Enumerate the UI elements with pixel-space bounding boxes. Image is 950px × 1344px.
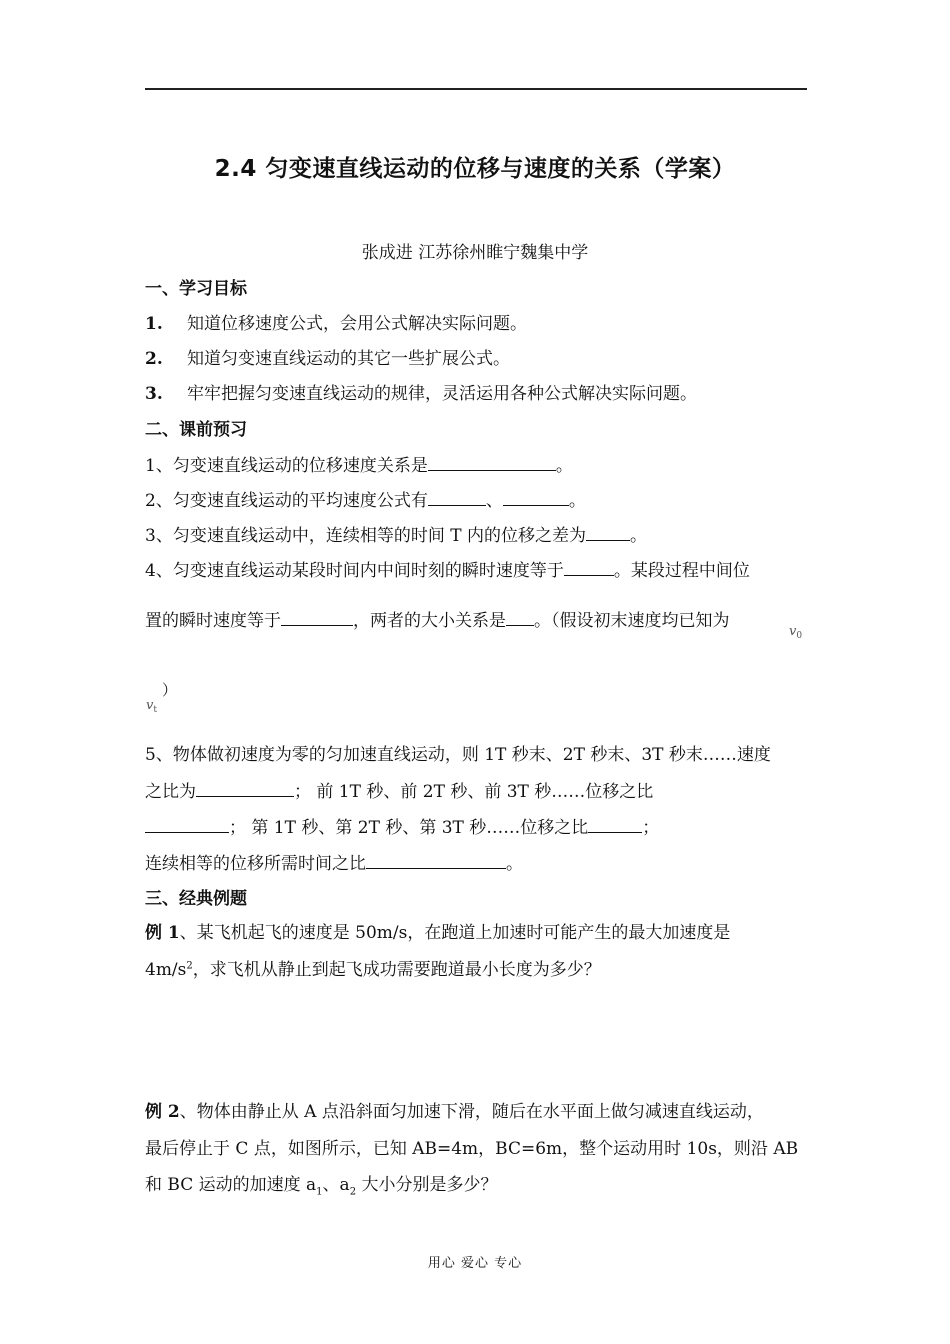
answer-blank[interactable]	[588, 816, 642, 833]
question-5-line-3	[145, 813, 659, 838]
answer-blank[interactable]	[281, 609, 353, 626]
question-text: 。	[629, 526, 647, 546]
v0-symbol: $v_0$	[789, 624, 803, 641]
closing-paren: ）	[162, 681, 178, 699]
question-text: 。	[568, 491, 586, 511]
answer-blank[interactable]	[196, 780, 294, 797]
example-2-line-2: 最后停止于 C 点，如图所示，已知 AB=4m，BC=6m，整个运动用时 10s，则沿 AB	[145, 1139, 799, 1159]
page-footer: 用心 爱心 专心	[427, 1256, 523, 1271]
question-text: 。（假设初末速度均已知为	[534, 611, 730, 631]
question-text: ；	[642, 818, 660, 838]
question-text: 连续相等的位移所需时间之比	[145, 854, 366, 874]
objective-item-3	[145, 379, 697, 404]
item-number: 2.	[145, 349, 163, 369]
example-label: 例 1	[145, 923, 180, 943]
question-text: ； 第 1T 秒、第 2T 秒、第 3T 秒……位移之比	[229, 818, 589, 838]
question-text: 、	[485, 491, 503, 511]
example-1-line-2: $4m/s^2$，求飞机从静止到起飞成功需要跑道最小长度为多少？	[145, 960, 601, 980]
question-text: ，两者的大小关系是	[353, 611, 506, 631]
question-4-line-1	[145, 556, 750, 581]
objective-item-1	[145, 309, 527, 334]
question-text: 2、匀变速直线运动的平均速度公式有	[145, 491, 428, 511]
item-number: 3.	[145, 384, 163, 404]
question-2	[145, 486, 586, 511]
question-text: 置的瞬时速度等于	[145, 611, 281, 631]
question-text: 1、匀变速直线运动的位移速度关系是	[145, 456, 428, 476]
question-text: ； 前 1T 秒、前 2T 秒、前 3T 秒……位移之比	[294, 782, 654, 802]
answer-blank[interactable]	[586, 524, 630, 541]
header-rule	[145, 88, 807, 90]
section-heading-preview: 二、课前预习	[145, 420, 247, 440]
item-text: 知道匀变速直线运动的其它一些扩展公式。	[187, 349, 510, 369]
item-text: 知道位移速度公式，会用公式解决实际问题。	[187, 314, 527, 334]
example-text: 、物体由静止从 A 点沿斜面匀加速下滑，随后在水平面上做匀减速直线运动，	[179, 1102, 764, 1122]
question-5-line-1: 5、物体做初速度为零的匀加速直线运动，则 1T 秒末、2T 秒末、3T 秒末……速度	[145, 745, 771, 765]
question-text: 。	[555, 456, 573, 476]
answer-blank[interactable]	[428, 489, 486, 506]
question-3	[145, 521, 647, 546]
answer-blank[interactable]	[428, 454, 556, 471]
section-heading-objectives: 一、学习目标	[145, 279, 247, 299]
example-2-line-1	[145, 1097, 764, 1122]
item-number: 1.	[145, 314, 163, 334]
question-text: 3、匀变速直线运动中，连续相等的时间 T 内的位移之差为	[145, 526, 586, 546]
question-4-line-2	[145, 606, 730, 631]
objective-item-2	[145, 344, 510, 369]
page-title: 2.4 匀变速直线运动的位移与速度的关系（学案）	[214, 156, 736, 182]
answer-blank[interactable]	[506, 609, 534, 626]
example-1-line-1	[145, 918, 730, 943]
example-text: 、某飞机起飞的速度是 50m/s，在跑道上加速时可能产生的最大加速度是	[179, 923, 731, 943]
example-label: 例 2	[145, 1102, 180, 1122]
answer-blank[interactable]	[564, 559, 614, 576]
answer-blank[interactable]	[503, 489, 569, 506]
question-5-line-2	[145, 777, 653, 802]
answer-blank[interactable]	[145, 816, 229, 833]
question-text: 之比为	[145, 782, 196, 802]
question-5-line-4	[145, 849, 523, 874]
question-1	[145, 451, 573, 476]
question-text: 。	[506, 854, 523, 874]
item-text: 牢牢把握匀变速直线运动的规律，灵活运用各种公式解决实际问题。	[187, 384, 697, 404]
author-line: 张成进 江苏徐州睢宁魏集中学	[361, 243, 589, 263]
answer-blank[interactable]	[366, 852, 506, 869]
question-text: 。某段过程中间位	[613, 561, 750, 581]
vt-symbol: $v_t$	[146, 698, 157, 715]
question-text: 4、匀变速直线运动某段时间内中间时刻的瞬时速度等于	[145, 561, 564, 581]
section-heading-examples: 三、经典例题	[145, 889, 247, 909]
example-2-line-3: 和 BC 运动的加速度 $a_1$、$a_2$ 大小分别是多少？	[145, 1175, 498, 1198]
